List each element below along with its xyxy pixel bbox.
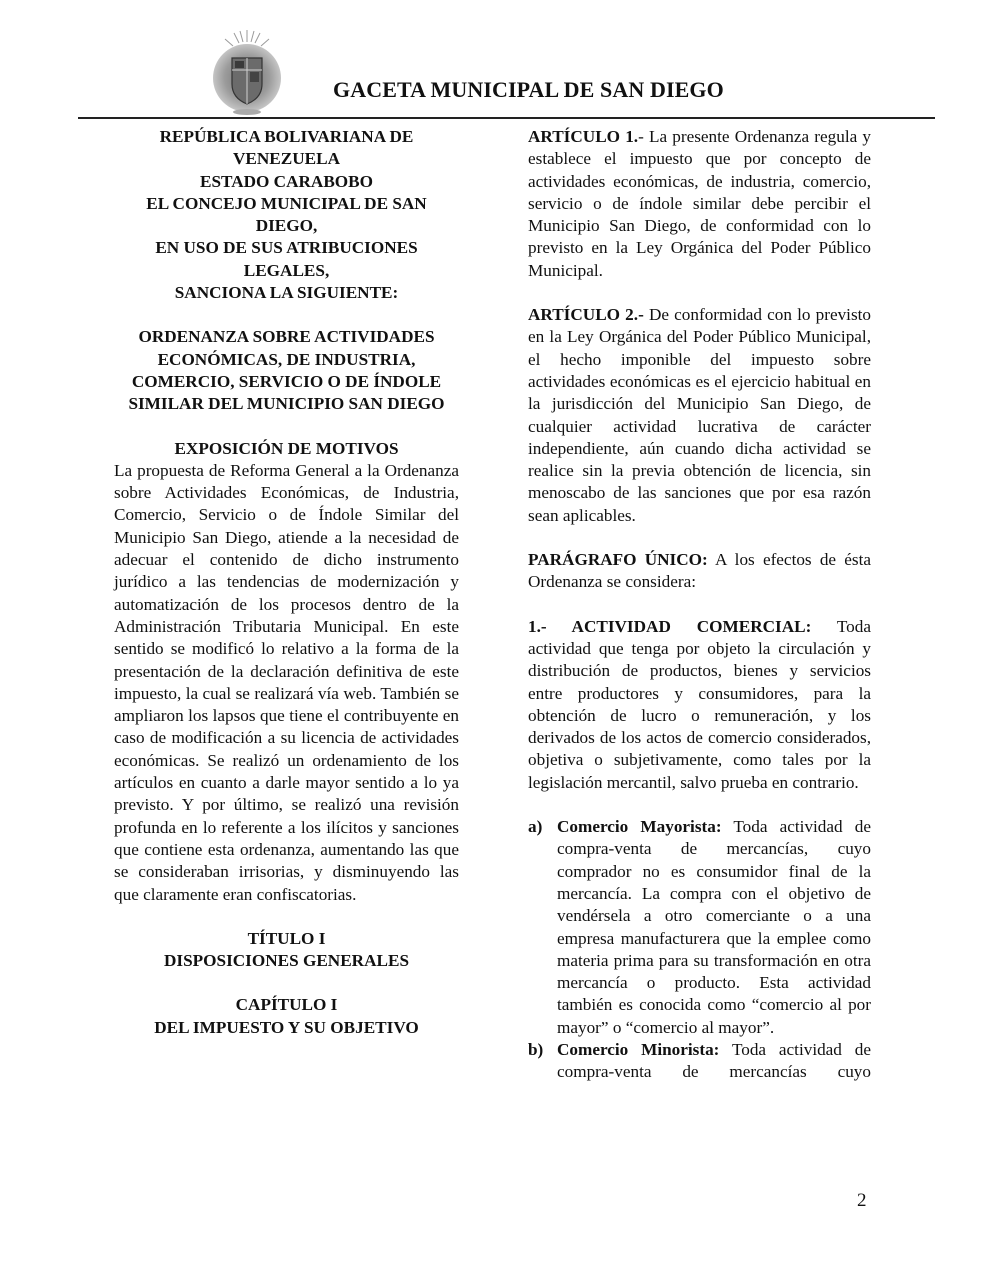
definition-commercial-activity	[528, 616, 871, 794]
article-2-label: ARTÍCULO 2.-	[528, 305, 644, 325]
ordinance-title: ORDENANZA SOBRE ACTIVIDADES ECONÓMICAS, DE INDUSTRIA, COMERCIO, SERVICIO O DE ÍNDOLE SIMILAR DEL MUNICIPIO SAN DIEGO	[128, 327, 445, 414]
chapter-name: DEL IMPUESTO Y SU OBJETIVO	[154, 1017, 419, 1037]
preamble-line: EL CONCEJO MUNICIPAL DE SAN DIEGO,	[146, 193, 427, 236]
paragraph-unique-text: A los efectos de ésta Ordenanza se considera:	[528, 550, 871, 592]
page-number: 2	[857, 1190, 867, 1211]
list-body	[557, 1039, 871, 1084]
preamble-line: REPÚBLICA BOLIVARIANA DE VENEZUELA	[159, 127, 414, 169]
header-divider	[78, 117, 935, 119]
definition-text: Toda actividad que tenga por objeto la circulación y distribución de productos, bienes y servicios entre productores y consumidores, para la obtención de lucro o remuneración, y los derivados de los actos de comercio considerados, objetiva o subjetivamente, como tales por la legislación mercantil, salvo prueba en contrario.	[528, 616, 871, 792]
title-name: DISPOSICIONES GENERALES	[164, 951, 409, 971]
article-1-text: - La presente Ordenanza regula y establece el impuesto que por concepto de actividades económicas, de industria, comercio, servicio o de índole similar debe percibir el Municipio San Diego, de conformidad con lo previsto en la Ley Orgánica del Poder Público Municipal.	[528, 127, 871, 280]
chapter-heading: CAPÍTULO I	[235, 995, 338, 1015]
list-item-text: Toda actividad de compra-venta de mercancías cuyo	[557, 1039, 871, 1082]
left-column	[114, 126, 459, 1039]
right-column	[528, 126, 871, 1084]
article-1-label: ARTÍCULO 1.	[528, 127, 639, 146]
preamble-line: SANCIONA LA SIGUIENTE:	[174, 283, 399, 303]
article-2-text: De conformidad con lo previsto en la Ley Orgánica del Poder Público Municipal, el hecho imponible del impuesto sobre actividades económicas es el ejercicio habitual en la jurisdicción del Municipio San Diego, de cualquier actividad lucrativa de carácter independiente, aún cuando dicha actividad se realice sin la previa obtención de licencia, sin menoscabo de las sanciones que por esa razón sean aplicables.	[528, 305, 871, 525]
list-item-text: Toda actividad de compra-venta de mercancías, cuyo comprador no es consumidor final de la mercancía. La compra con el objetivo de vendérsela a otro comerciante o a una empresa manufacturera que la emplee como materia prima para su transformación en otra mercancía o producto. Esta actividad también es conocida como “comercio al por mayor” o “comercio al mayor”.	[557, 817, 871, 1037]
list-item-label: Comercio Mayorista:	[557, 817, 722, 837]
preamble-line: EN USO DE SUS ATRIBUCIONES LEGALES,	[155, 238, 418, 280]
exposition-heading: EXPOSICIÓN DE MOTIVOS	[174, 438, 399, 458]
coat-of-arms-icon	[210, 28, 284, 116]
list-item-label: Comercio Minorista:	[557, 1039, 720, 1059]
list-item-wholesale	[528, 816, 871, 1039]
paragraph-unique	[528, 549, 871, 594]
title-heading: TÍTULO I	[247, 928, 326, 948]
gazette-title: GACETA MUNICIPAL DE SAN DIEGO	[333, 77, 724, 102]
article-2	[528, 304, 871, 527]
paragraph-unique-label: PARÁGRAFO ÚNICO:	[528, 550, 708, 570]
article-1	[528, 126, 871, 282]
list-marker: b)	[528, 1039, 544, 1059]
exposition-text: La propuesta de Reforma General a la Ordenanza sobre Actividades Económicas, de Industria, Comercio, Servicio o de Índole Similar del Municipio San Diego, atiende a la necesidad de adecuar el contenido de dicho instrumento jurídico a las tendencias de modernización y automatización de los procesos dentro de la Administración Tributaria Municipal. En este sentido se modificó lo relativo a la forma de la presentación de la declaración definitiva de este impuesto, la cual se realizará vía web. También se ampliaron los lapsos que tiene el contribuyente en caso de modificación a su licencia de actividades económicas. Se realizó un ordenamiento de los artículos en cuanto a darle mayor sentido a lo ya previsto. Y por último, se realizó una revisión profunda en lo referente a los ilícitos y sanciones que contiene esta ordenanza, aumentando las que se consideraban irrisorias, y disminuyendo las que claramente eran confiscatorias.	[114, 460, 459, 904]
definition-label: 1.- ACTIVIDAD COMERCIAL:	[528, 616, 812, 636]
list-marker: a)	[528, 817, 543, 837]
list-body	[557, 816, 871, 1039]
preamble	[114, 126, 459, 304]
list-item-retail	[528, 1039, 871, 1084]
preamble-line: ESTADO CARABOBO	[199, 171, 373, 191]
